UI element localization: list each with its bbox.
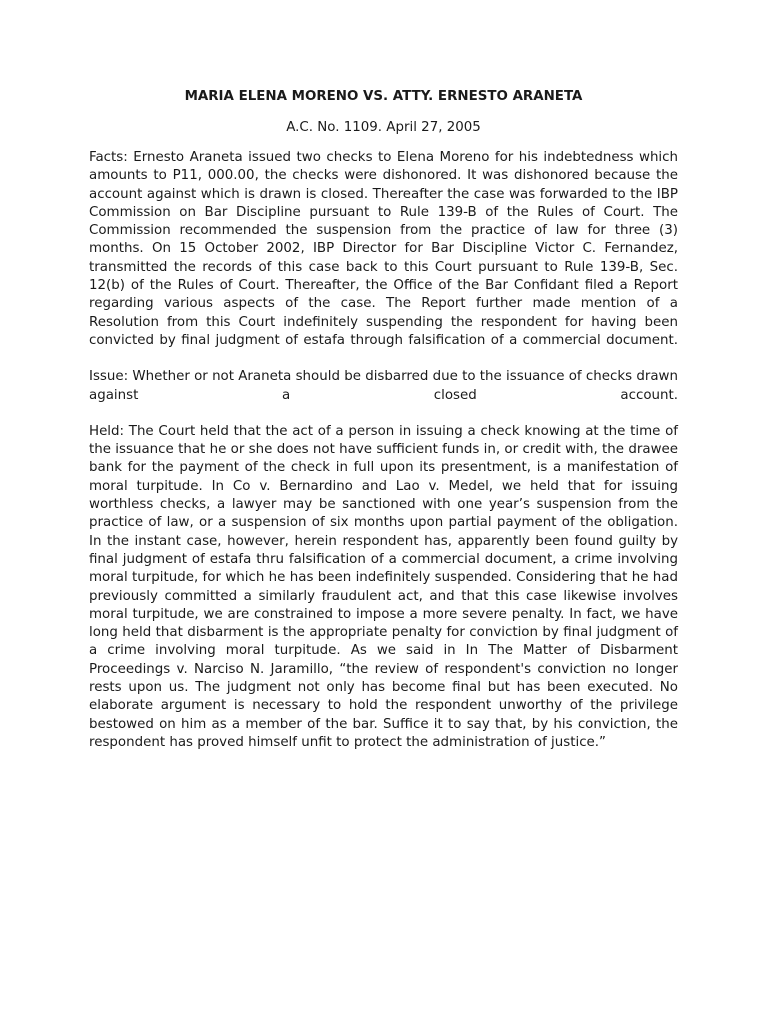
facts-paragraph: Facts: Ernesto Araneta issued two checks to Elena Moreno for his indebtedness which amounts to P11, 000.00, the checks were dishonored. It was dishonored because the account against which is drawn is closed. Thereafter the case was forwarded to the IBP Commission on Bar Discipline pursuant to Rule 139-B of the Rules of Court. The Commission recommended the suspension from the practice of law for three (3) months. On 15 October 2002, IBP Director for Bar Discipline Victor C. Fernandez, transmitted the records of this case back to this Court pursuant to Rule 139-B, Sec. 12(b) of the Rules of Court. Thereafter, the Office of the Bar Confidant filed a Report regarding various aspects of the case. The Report further made mention of a Resolution from this Court indefinitely suspending the respondent for having been convicted by final judgment of estafa through falsification of a commercial document.	[89, 150, 678, 348]
case-citation: A.C. No. 1109. April 27, 2005	[286, 120, 481, 135]
case-title: MARIA ELENA MORENO VS. ATTY. ERNESTO ARANETA	[184, 89, 583, 104]
issue-paragraph: Issue: Whether or not Araneta should be disbarred due to the issuance of checks drawn against a closed account.	[89, 369, 678, 403]
document-page	[89, 88, 678, 770]
held-paragraph: Held: The Court held that the act of a person in issuing a check knowing at the time of the issuance that he or she does not have sufficient funds in, or credit with, the drawee bank for the payment of the check in full upon its presentment, is a manifestation of moral turpitude. In Co v. Bernardino and Lao v. Medel, we held that for issuing worthless checks, a lawyer may be sanctioned with one year’s suspension from the practice of law, or a suspension of six months upon partial payment of the obligation. In the instant case, however, herein respondent has, apparently been found guilty by final judgment of estafa thru falsification of a commercial document, a crime involving moral turpitude, for which he has been indefinitely suspended. Considering that he had previously committed a similarly fraudulent act, and that this case likewise involves moral turpitude, we are constrained to impose a more severe penalty. In fact, we have long held that disbarment is the appropriate penalty for conviction by final judgment of a crime involving moral turpitude. As we said in In The Matter of Disbarment Proceedings v. Narciso N. Jaramillo, “the review of respondent's conviction no longer rests upon us. The judgment not only has become final but has been executed. No elaborate argument is necessary to hold the respondent unworthy of the privilege bestowed on him as a member of the bar. Suffice it to say that, by his conviction, the respondent has proved himself unfit to protect the administration of justice.”	[89, 423, 678, 750]
